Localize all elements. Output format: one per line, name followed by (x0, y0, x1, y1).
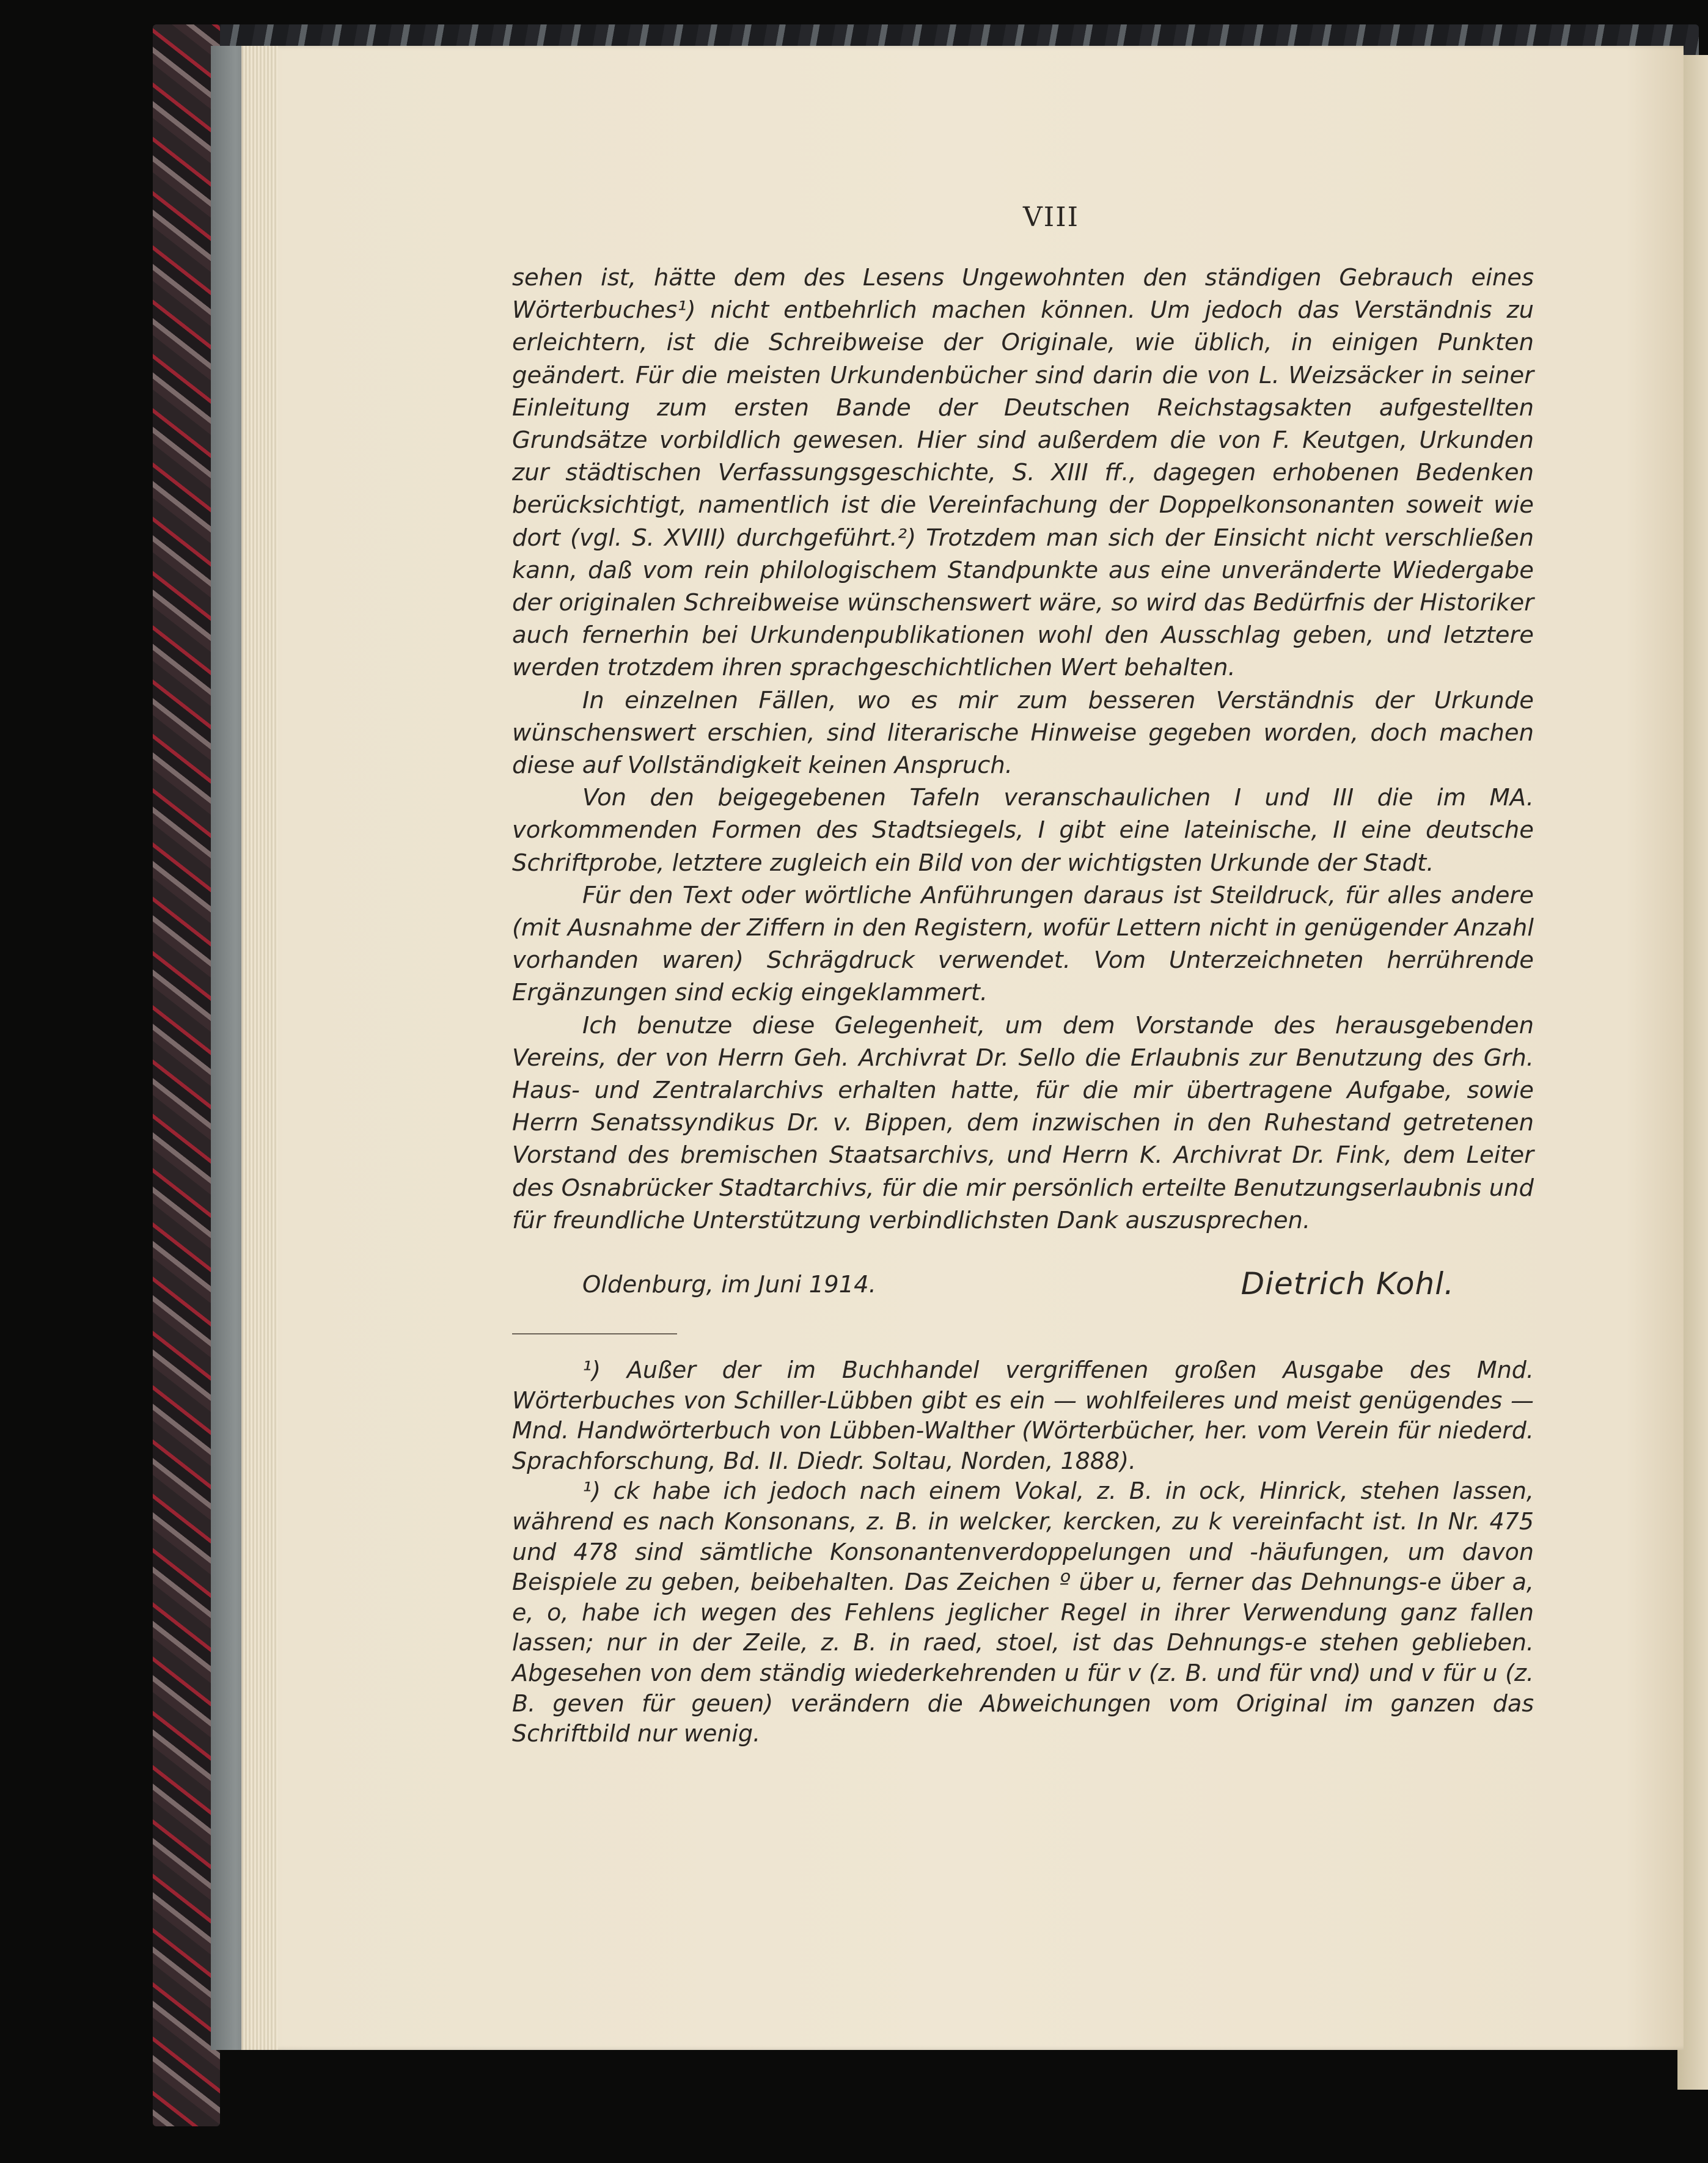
paragraph: In einzelnen Fällen, wo es mir zum besseren Verständnis der Urkunde wünschenswert erschien, sind literarische Hinweise gegeben worden, doch machen diese auf Vollständigkeit keinen Anspruch. (512, 686, 1534, 780)
marbled-endpaper (153, 24, 220, 2126)
paragraph: Für den Text oder wörtliche Anführungen daraus ist Steildruck, für alles andere (mit Ausnahme der Ziffern in den Registern, wofür Lettern nicht in genügender Anzahl vorhanden waren) Schrägdruck verwendet. Vom Unterzeichneten herrührende Ergänzungen sind eckig eingeklammert. (512, 881, 1534, 1007)
main-text (512, 262, 1534, 1237)
paragraph: Ich benutze diese Gelegenheit, um dem Vorstande des herausgebenden Vereins, der von Herrn Geh. Archivrat Dr. Sello die Erlaubnis zur Benutzung des Grh. Haus- und Zentralarchivs erhalten hatte, für die mir übertragene Aufgabe, sowie Herrn Senatssyndikus Dr. v. Bippen, dem inzwischen in den Ruhestand getretenen Vorstand des bremischen Staatsarchivs, und Herrn K. Archivrat Dr. Fink, dem Leiter des Osnabrücker Stadtarchivs, für die mir persönlich erteilte Benutzungserlaubnis und für freundliche Unterstützung verbindlichsten Dank auszusprechen. (512, 1011, 1534, 1234)
footnote-divider (512, 1333, 677, 1334)
footnotes (512, 1355, 1534, 1749)
footnote: ¹) ck habe ich jedoch nach einem Vokal, z. B. in ock, Hinrick, stehen lassen, während es nach Konsonans, z. B. in welcker, kercken, zu k vereinfacht ist. In Nr. 475 und 478 sind sämtliche Konsonantenverdoppelungen und -häufungen, um davon Beispiele zu geben, beibehalten. Das Zeichen º über u, ferner das Dehnungs-e über a, e, o, habe ich wegen des Fehlens jeglicher Regel in ihrer Verwendung ganz fallen lassen; nur in der Zeile, z. B. in raed, stoel, ist das Dehnungs-e stehen geblieben. Abgesehen von dem ständig wiederkehrenden u für v (z. B. und für vnd) und v für u (z. B. geven für geuen) verändern die Abweichungen vom Original im ganzen das Schriftbild nur wenig. (512, 1477, 1534, 1748)
place-date: Oldenburg, im Juni 1914. (582, 1271, 876, 1298)
paragraph: Von den beigegebenen Tafeln veranschaulichen I und III die im MA. vorkommenden Formen des Stadtsiegels, I gibt eine lateinische, II eine deutsche Schriftprobe, letztere zugleich ein Bild von der wichtigsten Urkunde der Stadt. (512, 784, 1534, 877)
page-number: VIII (1023, 202, 1079, 233)
footnote: ¹) Außer der im Buchhandel vergriffenen großen Ausgabe des Mnd. Wörterbuches von Schiller-Lübben gibt es ein — wohlfeileres und meist genügendes — Mnd. Handwörterbuch von Lübben-Walther (Wörterbücher, her. vom Verein für niederd. Sprachforschung, Bd. II. Diedr. Soltau, Norden, 1888). (512, 1356, 1534, 1474)
author-signature: Dietrich Kohl. (1241, 1266, 1454, 1301)
page-gutter (241, 46, 278, 2050)
signature-line (512, 1266, 1534, 1309)
paragraph: sehen ist, hätte dem des Lesens Ungewohnten den ständigen Gebrauch eines Wörterbuches¹) nicht entbehrlich machen können. Um jedoch das Verständnis zu erleichtern, ist die Schreibweise der Originale, wie üblich, in einigen Punkten geändert. Für die meisten Urkundenbücher sind darin die von L. Weizsäcker in seiner Einleitung zum ersten Bande der Deutschen Reichstagsakten aufgestellten Grundsätze vorbildlich gewesen. Hier sind außerdem die von F. Keutgen, Urkunden zur städtischen Verfassungsgeschichte, S. XIII ff., dagegen erhobenen Bedenken berücksichtigt, namentlich ist die Vereinfachung der Doppelkonsonanten soweit wie dort (vgl. S. XVIII) durchgeführt.²) Trotzdem man sich der Einsicht nicht verschließen kann, daß vom rein philologischem Standpunkte aus eine unveränderte Wiedergabe der originalen Schreibweise wünschenswert wäre, so wird das Bedürfnis der Historiker auch fernerhin bei Urkundenpublikationen wohl den Ausschlag geben, und letztere werden trotzdem ihren sprachgeschichtlichen Wert behalten. (512, 264, 1534, 682)
